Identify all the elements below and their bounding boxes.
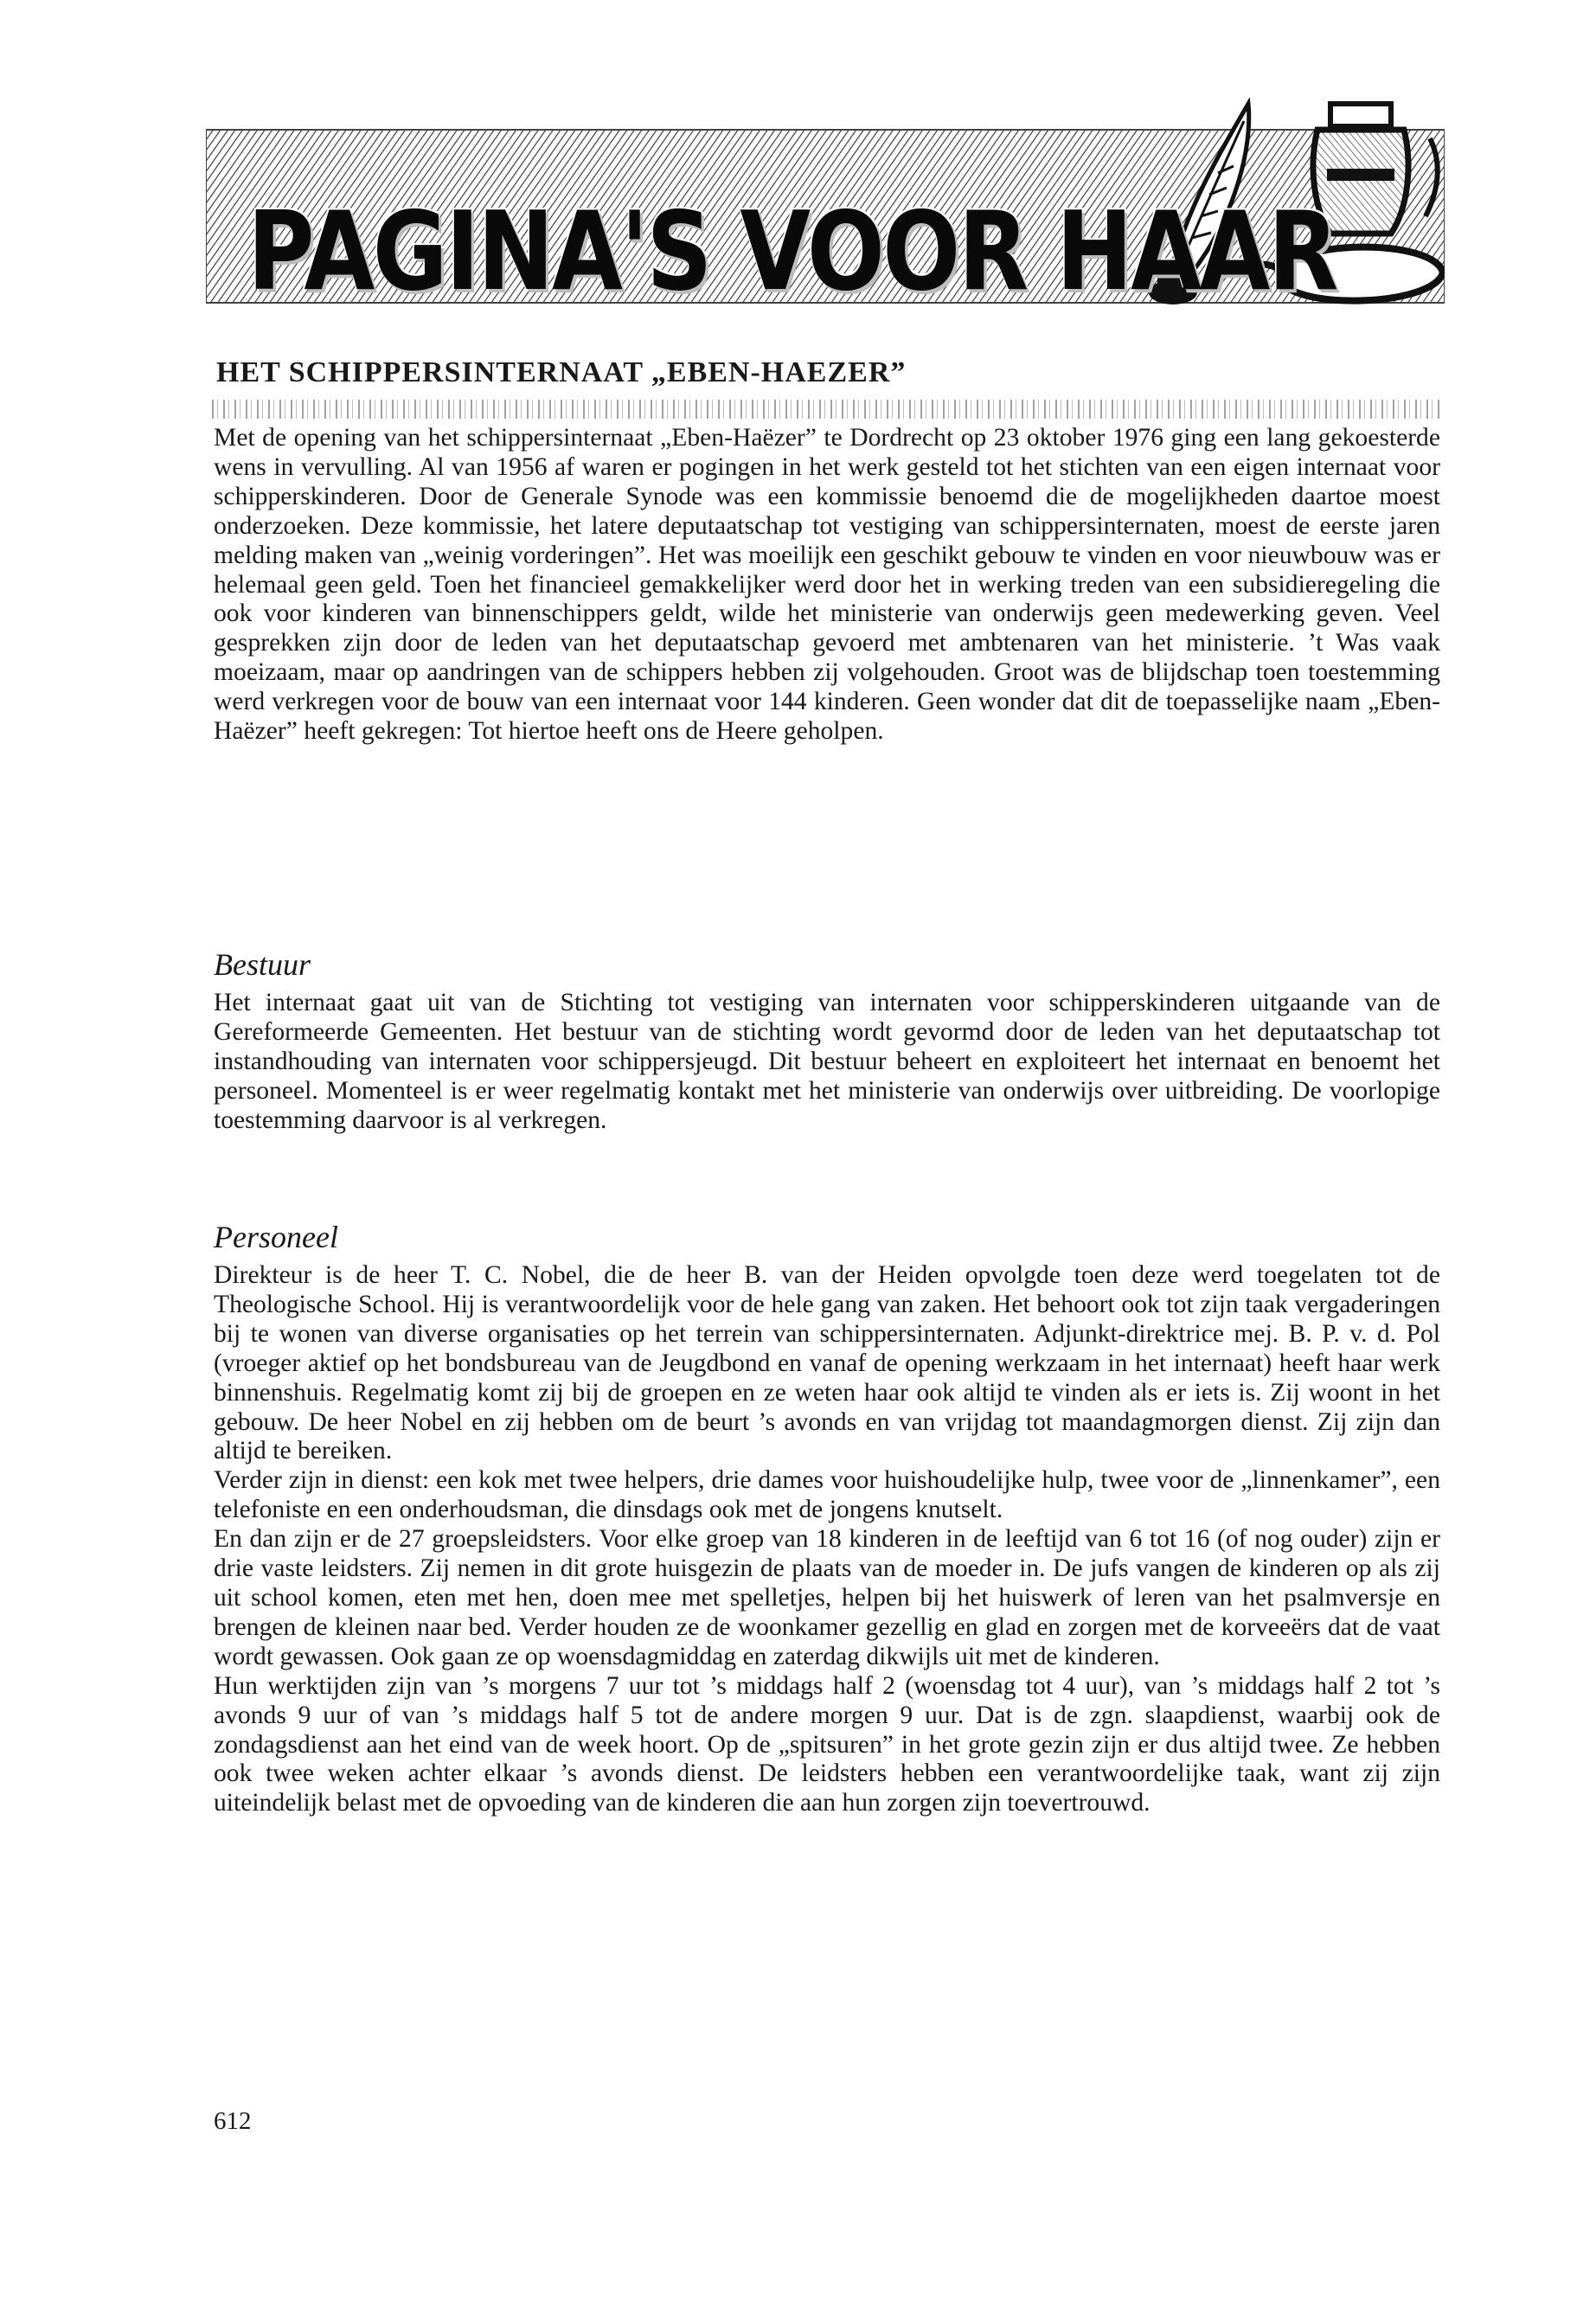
- page-number: 612: [214, 2107, 252, 2135]
- section-personeel-body: [214, 1261, 1440, 1818]
- personeel-paragraph-4: Hun werktijden zijn van ’s morgens 7 uur tot ’s middags half 2 (woensdag tot 4 uur), van ’s middags half 2 tot ’s avonds 9 uur of van ’s middags half 5 tot de andere morgen 9 uur. Dat is de zgn. slaapdienst, waarbij ook de zondagsdienst aan het eind van de week hoort. Op de „spitsuren” in het grote gezin zijn er dus altijd twee. Ze hebben ook twee weken achter elkaar ’s avonds dienst. De leidsters hebben een verantwoordelijke taak, want zij zijn uiteindelijk belast met de opvoeding van de kinderen die aan hun zorgen zijn toevertrouwd.: [214, 1671, 1440, 1817]
- section-heading-personeel: Personeel: [214, 1220, 338, 1254]
- personeel-paragraph-1: Direkteur is de heer T. C. Nobel, die de heer B. van der Heiden opvolgde toen deze werd toegelaten tot de Theologische School. Hij is verantwoordelijk voor de hele gang van zaken. Het behoort ook tot zijn taak vergaderingen bij te wonen van diverse organisaties op het terrein van schippersinternaten. Adjunkt-direktrice mej. B. P. v. d. Pol (vroeger aktief op het bondsbureau van de Jeugdbond en vanaf de opening werkzaam in het internaat) heeft haar werk binnenshuis. Regelmatig komt zij bij de groepen en ze weten haar ook altijd te vinden als er iets is. Zij woont in het gebouw. De heer Nobel en zij hebben om de beurt ’s avonds en van vrijdag tot maandagmorgen dienst. Zij zijn dan altijd te bereiken.: [214, 1261, 1440, 1465]
- banner-title: PAGINA'S VOOR HAAR: [247, 188, 1336, 315]
- banner: [206, 87, 1445, 346]
- section-heading-bestuur: Bestuur: [214, 947, 311, 982]
- print-noise-divider: [212, 400, 1440, 419]
- personeel-paragraph-3: En dan zijn er de 27 groepsleidsters. Voor elke groep van 18 kinderen in de leeftijd van 6 tot 16 (of nog ouder) zijn er drie vaste leidsters. Zij nemen in dit grote huisgezin de plaats van de moeder in. De jufs vangen de kinderen op als zij uit school komen, eten met hen, doen mee met spelletjes, helpen bij het huiswerk of leren van het psalmversje en brengen de kleinen naar bed. Verder houden ze de woonkamer gezellig en glad en zorgen met de korveeërs dat de vaat wordt gewassen. Ook gaan ze op woensdagmiddag en zaterdag dikwijls uit met de kinderen.: [214, 1525, 1440, 1670]
- article-intro: [214, 424, 1440, 747]
- bestuur-paragraph: Het internaat gaat uit van de Stichting tot vestiging van internaten voor schipperskinderen uitgaande van de Gereformeerde Gemeenten. Het bestuur van de stichting wordt gevormd door de leden van het deputaatschap tot instandhouding van internaten voor schippersjeugd. Dit bestuur beheert en exploiteert het internaat en benoemt het personeel. Momenteel is er weer regelmatig kontakt met het ministerie van onderwijs over uitbreiding. De voorlopige toestemming daarvoor is al verkregen.: [214, 989, 1440, 1134]
- section-bestuur-body: [214, 989, 1440, 1136]
- article-title: HET SCHIPPERSINTERNAAT „EBEN-HAEZER”: [216, 356, 907, 388]
- personeel-paragraph-2: Verder zijn in dienst: een kok met twee helpers, drie dames voor huishoudelijke hulp, twee voor de „linnenkamer”, een telefoniste en een onderhoudsman, die dinsdags ook met de jongens knutselt.: [214, 1466, 1440, 1524]
- intro-paragraph: Met de opening van het schippersinternaat „Eben-Haëzer” te Dordrecht op 23 oktober 1976 ging een lang gekoesterde wens in vervulling. Al van 1956 af waren er pogingen in het werk gesteld tot het stichten van een eigen internaat voor schipperskinderen. Door de Generale Synode was een kommissie benoemd die de mogelijkheden daartoe moest onderzoeken. Deze kommissie, het latere deputaatschap tot vestiging van schippersinternaten, moest de eerste jaren melding maken van „weinig vorderingen”. Het was moeilijk een geschikt gebouw te vinden en voor nieuwbouw was er helemaal geen geld. Toen het financieel gemakkelijker werd door het in werking treden van een subsidieregeling die ook voor kinderen van binnenschippers geldt, wilde het ministerie van onderwijs geen medewerking geven. Veel gesprekken zijn door de leden van het deputaatschap gevoerd met ambtenaren van het ministerie. ’t Was vaak moeizaam, maar op aandringen van de schippers hebben zij volgehouden. Groot was de blijdschap toen toestemming werd verkregen voor de bouw van een internaat voor 144 kinderen. Geen wonder dat dit de toepasselijke naam „Eben-Haëzer” heeft gekregen: Tot hiertoe heeft ons de Heere geholpen.: [214, 424, 1440, 746]
